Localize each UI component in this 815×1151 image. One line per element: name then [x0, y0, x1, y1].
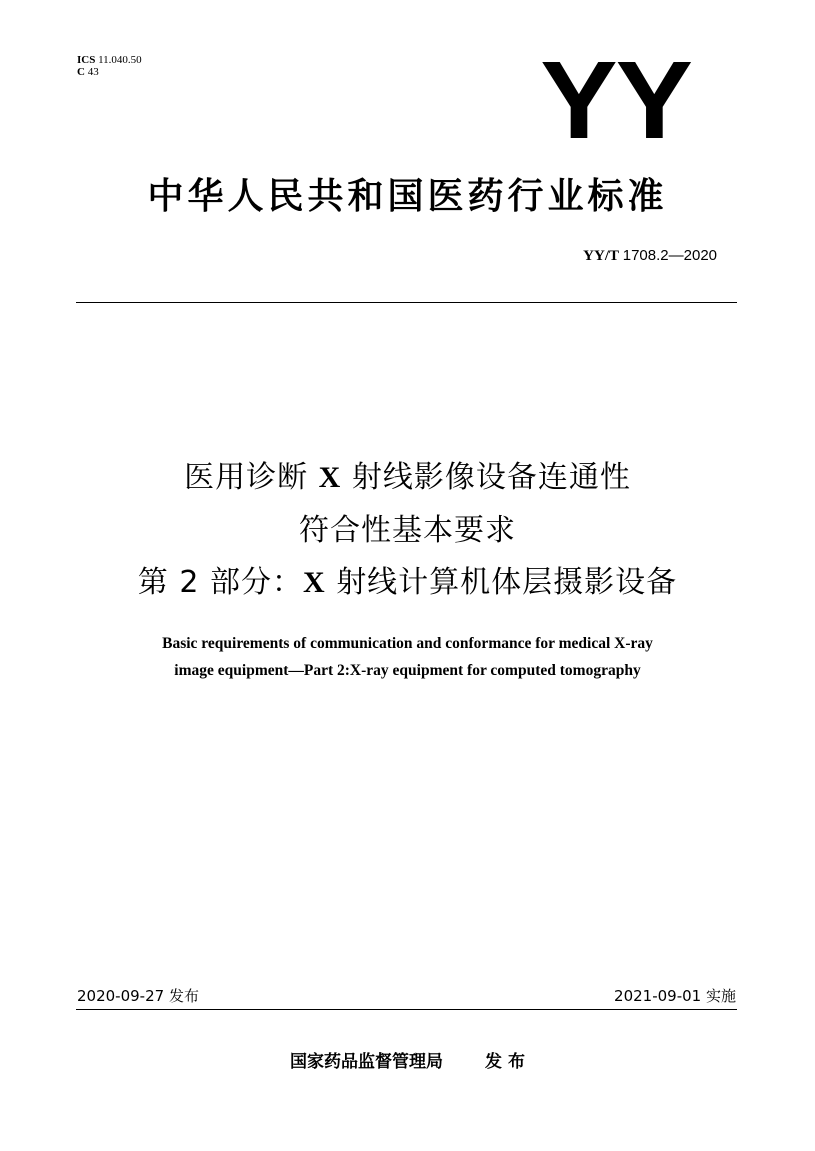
ccs-label: C	[77, 66, 85, 78]
standard-number	[583, 247, 717, 265]
title-cn-line1-b: 射线影像设备连通性	[351, 460, 631, 495]
title-cn-line3	[0, 557, 815, 601]
ccs-code: 43	[87, 66, 99, 78]
standard-number-value: 1708.2—2020	[622, 247, 717, 264]
title-cn-line1-a: 医用诊断	[184, 460, 309, 495]
title-cn-line3-x: X	[302, 566, 326, 599]
implement-date: 2021-09-01 实施	[614, 987, 736, 1005]
title-cn-line2: 符合性基本要求	[299, 513, 516, 548]
ics-code: 11.040.50	[98, 54, 142, 66]
publish-date: 2020-09-27 发布	[77, 987, 199, 1005]
title-en-line2: image equipment—Part 2:X-ray equipment for computed tomography	[174, 662, 641, 679]
title-cn-line1-x: X	[318, 461, 342, 494]
yy-logo: YY	[540, 38, 691, 162]
title-cn-line3-a: 第 2 部分：	[137, 565, 303, 600]
title-en-line1: Basic requirements of communication and conformance for medical X-ray	[162, 635, 653, 652]
standard-category-title: 中华人民共和国医药行业标准	[147, 176, 668, 217]
footer-divider	[76, 1009, 737, 1010]
title-cn-line1	[0, 452, 815, 496]
issuer-action: 发 布	[485, 1052, 525, 1072]
standard-number-prefix: YY/T	[583, 248, 619, 264]
ics-block	[77, 54, 142, 78]
header-divider	[76, 302, 737, 303]
issuer	[0, 1047, 815, 1072]
issuer-name: 国家药品监督管理局	[290, 1052, 444, 1072]
title-en	[0, 630, 815, 684]
ics-label: ICS	[77, 54, 96, 66]
title-cn-line3-b: 射线计算机体层摄影设备	[336, 565, 678, 600]
